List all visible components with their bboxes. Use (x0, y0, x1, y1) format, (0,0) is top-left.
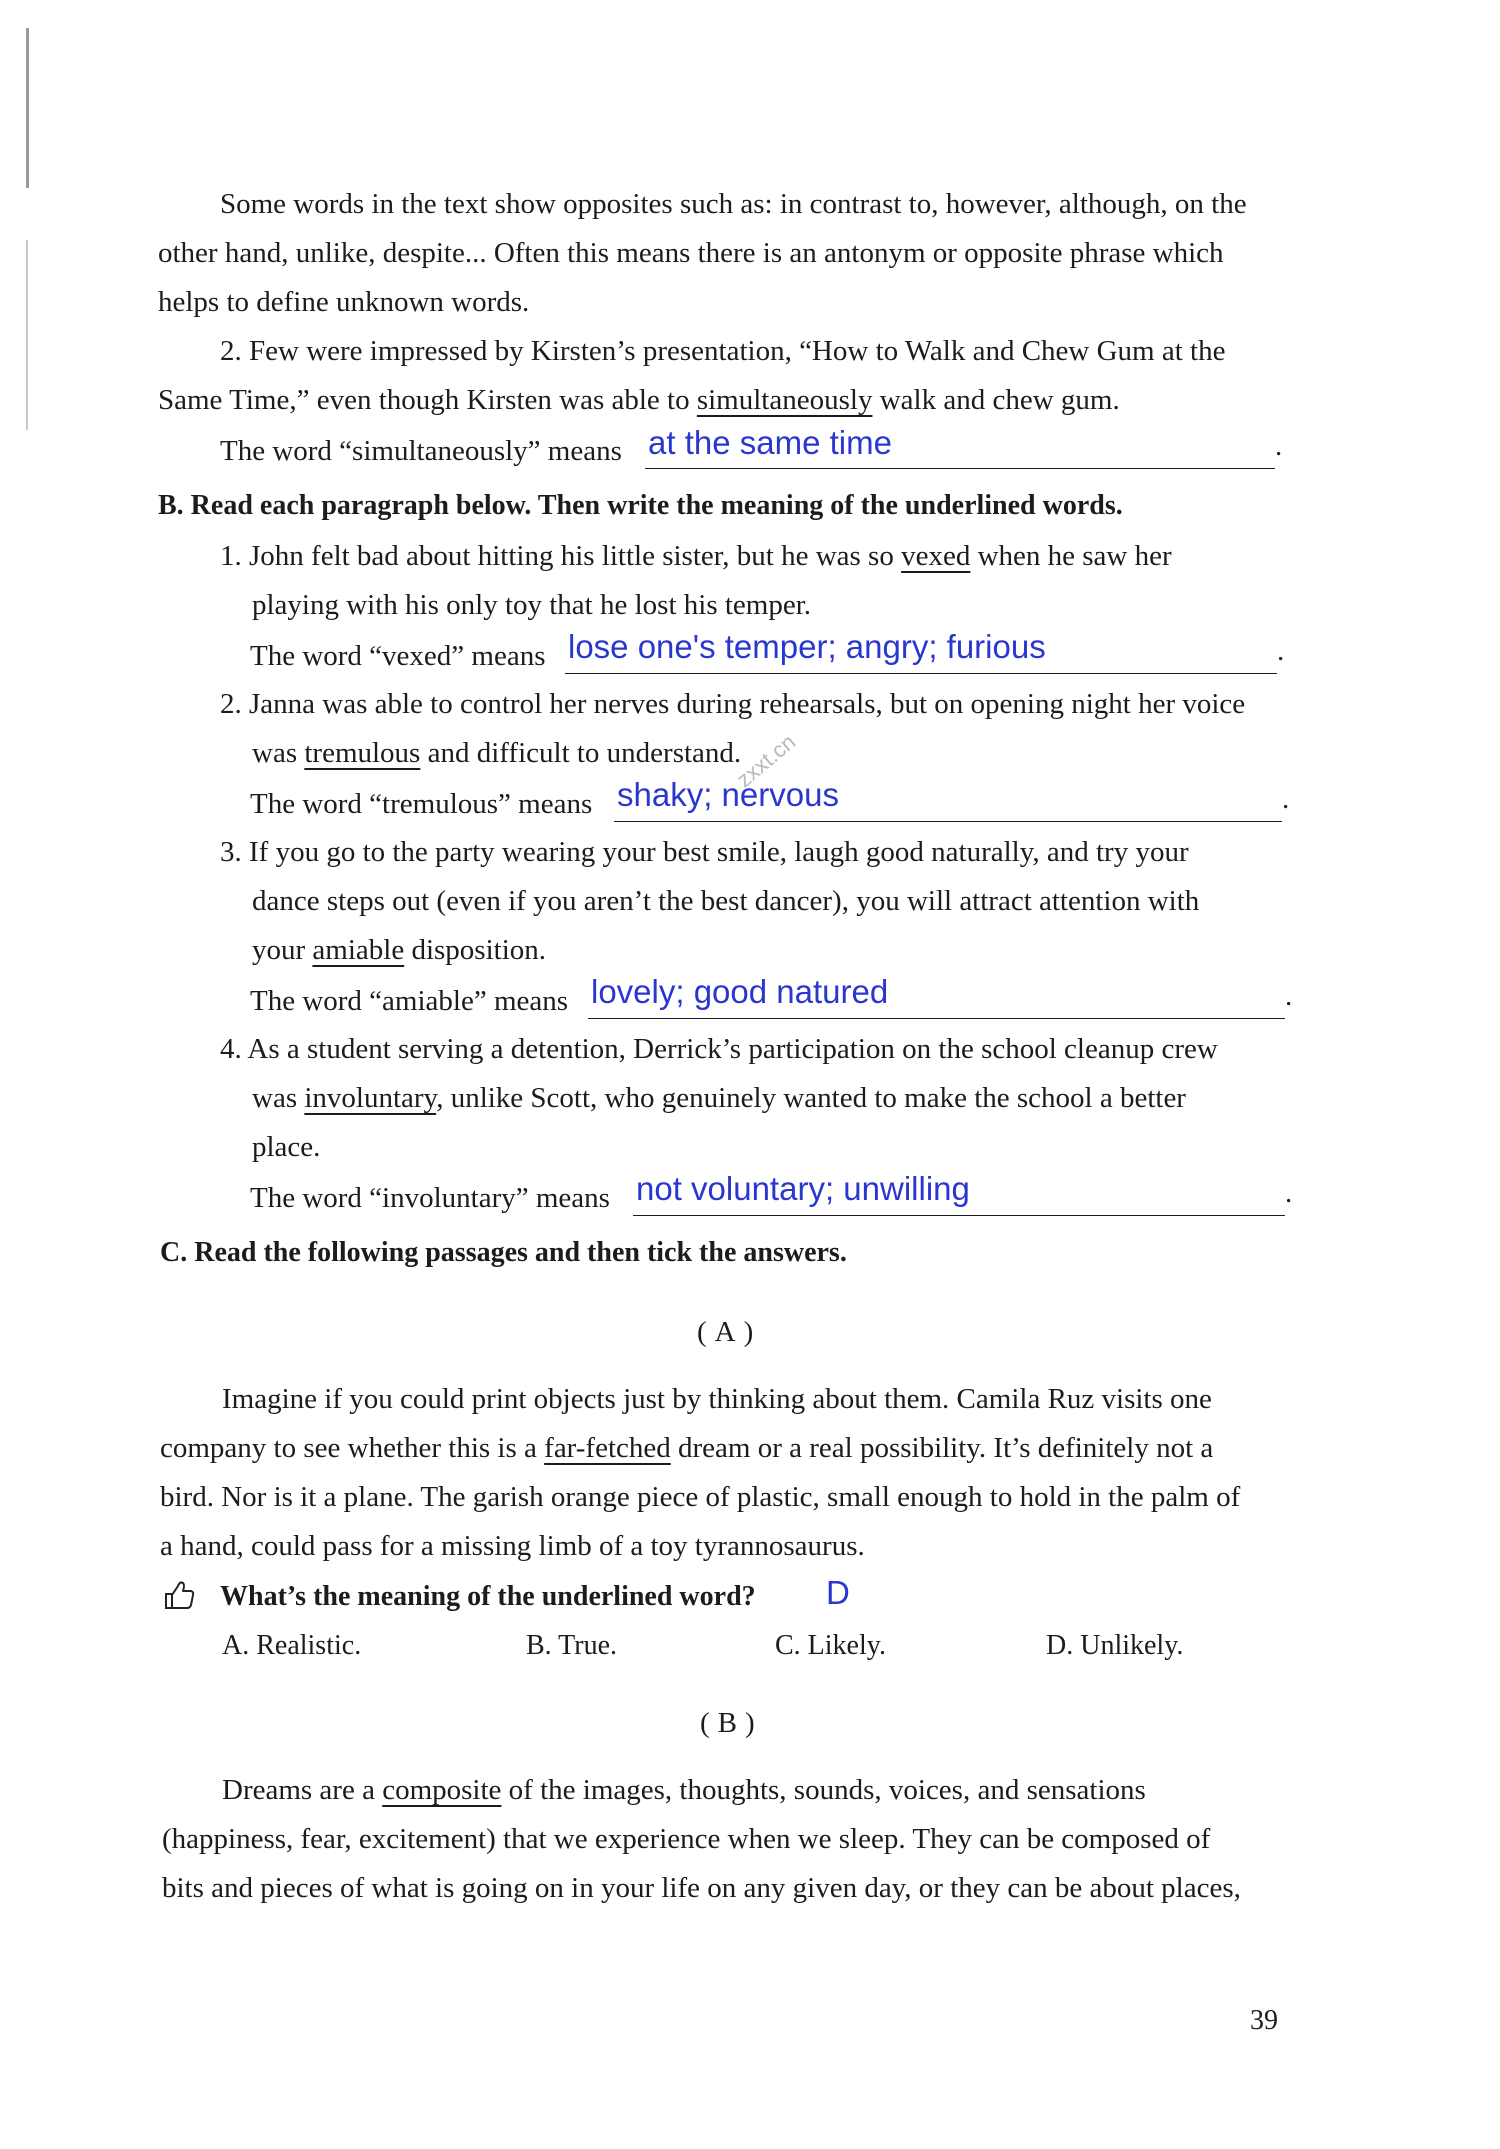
text-segment: of the images, thoughts, sounds, voices, and sensations (501, 1774, 1146, 1806)
handwritten-answer: lovely; good natured (591, 973, 889, 1010)
answer-prompt: The word “simultaneously” means (220, 435, 622, 467)
watermark: zxxt.cn (731, 729, 801, 793)
answer-blank[interactable] (588, 1018, 1285, 1019)
b4-line: place. (252, 1131, 321, 1163)
option-a[interactable]: A. Realistic. (222, 1630, 362, 1661)
answer-blank[interactable] (645, 468, 1275, 469)
handwritten-answer: lose one's temper; angry; furious (568, 628, 1046, 665)
answer-blank[interactable] (614, 821, 1282, 822)
text-segment: disposition. (404, 934, 547, 966)
underlined-word: simultaneously (696, 384, 873, 416)
answer-prompt: The word “amiable” means (250, 985, 569, 1017)
text-segment: was (252, 1082, 305, 1114)
underlined-word: vexed (901, 540, 971, 572)
answer-prompt: The word “involuntary” means (250, 1182, 610, 1214)
intro-line: Some words in the text show opposites such as: in contrast to, however, although, on the (220, 188, 1247, 220)
b2-line (252, 729, 741, 778)
period: . (1277, 635, 1285, 667)
handwritten-answer: at the same time (648, 424, 892, 461)
text-segment: company to see whether this is a (160, 1432, 545, 1464)
option-c[interactable]: C. Likely. (775, 1630, 886, 1661)
text-segment: walk and chew gum. (872, 384, 1120, 416)
section-c-heading: C. Read the following passages and then tick the answers. (160, 1237, 847, 1268)
example-2-line: 2. Few were impressed by Kirsten’s presentation, “How to Walk and Chew Gum at the (220, 335, 1226, 367)
answer-prompt: The word “tremulous” means (250, 788, 593, 820)
handwritten-answer: D (826, 1574, 850, 1611)
text-segment: Dreams are a (222, 1774, 383, 1806)
handwritten-answer: shaky; nervous (617, 776, 839, 813)
b2-line: 2. Janna was able to control her nerves during rehearsals, but on opening night her voice (220, 688, 1246, 720)
intro-line: other hand, unlike, despite... Often this means there is an antonym or opposite phrase which (158, 237, 1224, 269)
b4-line (252, 1074, 1295, 1123)
passage-b-line (222, 1766, 1297, 1815)
option-b[interactable]: B. True. (526, 1630, 618, 1661)
page-number: 39 (1250, 2005, 1278, 2036)
question-a: What’s the meaning of the underlined word? (220, 1581, 756, 1612)
handwritten-answer: not voluntary; unwilling (636, 1170, 970, 1207)
text-segment: and difficult to understand. (420, 737, 742, 769)
passage-a-line: Imagine if you could print objects just by thinking about them. Camila Ruz visits one (222, 1383, 1212, 1415)
b1-line (220, 532, 1295, 581)
passage-a-line: a hand, could pass for a missing limb of a toy tyrannosaurus. (160, 1530, 865, 1562)
text-segment: 1. John felt bad about hitting his little sister, but he was so (220, 540, 902, 572)
text-segment: was (252, 737, 305, 769)
text-segment: Same Time,” even though Kirsten was able to (158, 384, 697, 416)
passage-b-line: (happiness, fear, excitement) that we experience when we sleep. They can be composed of (162, 1823, 1211, 1855)
underlined-word: tremulous (304, 737, 421, 769)
passage-b-line: bits and pieces of what is going on in your life on any given day, or they can be about places, (162, 1872, 1241, 1904)
example-2-line (158, 376, 1120, 425)
answer-blank[interactable] (565, 673, 1277, 674)
passage-b-label: (B) (700, 1707, 763, 1739)
b1-line: playing with his only toy that he lost his temper. (252, 589, 812, 621)
period: . (1285, 980, 1293, 1012)
period: . (1275, 430, 1283, 462)
b4-line: 4. As a student serving a detention, Derrick’s participation on the school cleanup crew (220, 1033, 1218, 1065)
text-segment: dream or a real possibility. It’s definitely not a (670, 1432, 1214, 1464)
passage-a-label: (A) (697, 1316, 762, 1348)
underlined-word: involuntary (304, 1082, 437, 1114)
answer-prompt: The word “vexed” means (250, 640, 546, 672)
b3-line: 3. If you go to the party wearing your best smile, laugh good naturally, and try your (220, 836, 1189, 868)
passage-a-line (160, 1424, 1297, 1473)
section-b-heading: B. Read each paragraph below. Then write the meaning of the underlined words. (158, 490, 1123, 521)
underlined-word: amiable (312, 934, 405, 966)
intro-line: helps to define unknown words. (158, 286, 530, 318)
passage-a-line: bird. Nor is it a plane. The garish orange piece of plastic, small enough to hold in the palm of (160, 1481, 1241, 1513)
b3-line (252, 926, 546, 975)
text-segment: , unlike Scott, who genuinely wanted to make the school a better (436, 1082, 1186, 1114)
thumbs-up-icon (162, 1578, 196, 1612)
b3-line: dance steps out (even if you aren’t the best dancer), you will attract attention with (252, 885, 1200, 917)
period: . (1282, 783, 1290, 815)
underlined-word: far-fetched (544, 1432, 671, 1464)
option-d[interactable]: D. Unlikely. (1046, 1630, 1184, 1661)
answer-blank[interactable] (633, 1215, 1285, 1216)
text-segment: your (252, 934, 313, 966)
underlined-word: composite (382, 1774, 502, 1806)
text-segment: when he saw her (970, 540, 1172, 572)
period: . (1285, 1177, 1293, 1209)
